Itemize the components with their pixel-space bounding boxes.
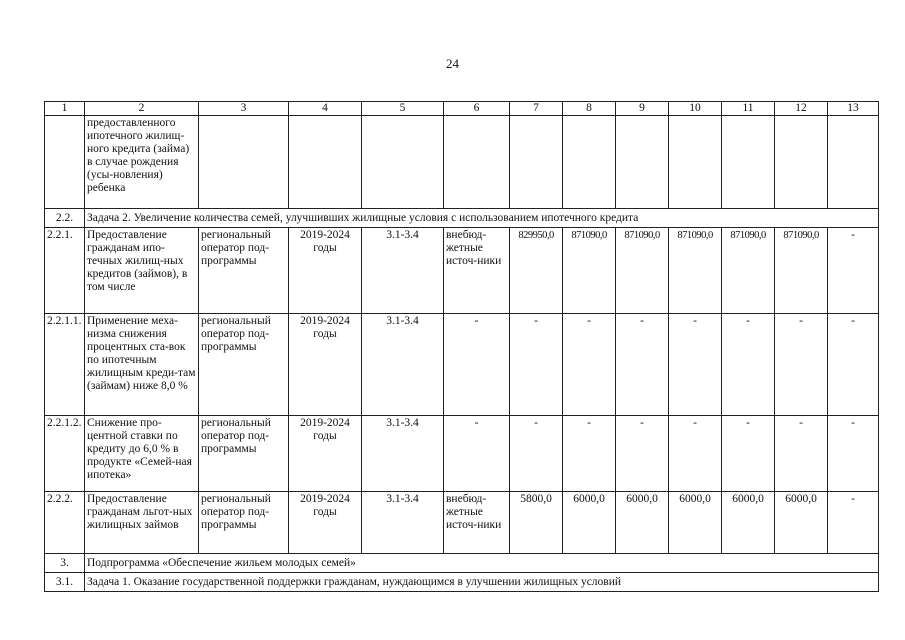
cell-value: 871090,0 [563, 228, 616, 314]
cell-number: 2.2.1. [45, 228, 85, 314]
cell-value: 6000,0 [669, 492, 722, 554]
cell-value: - [616, 314, 669, 416]
header-row [45, 102, 879, 116]
table-row [45, 228, 879, 314]
cell-value: 871090,0 [775, 228, 828, 314]
header-cell: 8 [563, 102, 616, 116]
cell-value: - [563, 314, 616, 416]
header-cell: 6 [444, 102, 510, 116]
header-cell: 3 [199, 102, 289, 116]
cell-value: - [828, 228, 879, 314]
cell-value: 871090,0 [722, 228, 775, 314]
header-cell: 7 [510, 102, 563, 116]
section-row [45, 554, 879, 573]
cell-executor: региональный оператор под-программы [199, 492, 289, 554]
cell-value: - [828, 416, 879, 492]
section-title: Задача 1. Оказание государственной поддержки гражданам, нуждающимся в улучшении жилищных условий [85, 573, 879, 592]
cell-executor: региональный оператор под-программы [199, 416, 289, 492]
cell-period: 2019-2024 годы [289, 492, 362, 554]
page-number: 24 [446, 56, 459, 71]
section-title: Подпрограмма «Обеспечение жильем молодых семей» [85, 554, 879, 573]
cell-indicators: 3.1-3.4 [362, 416, 444, 492]
cell-value: - [828, 492, 879, 554]
table-row [45, 492, 879, 554]
cell-name: Предоставление гражданам льгот-ных жилищных займов [85, 492, 199, 554]
cell-indicators: 3.1-3.4 [362, 492, 444, 554]
header-cell: 11 [722, 102, 775, 116]
section-number: 3. [45, 554, 85, 573]
cell-source: внебюд-жетные источ-ники [444, 492, 510, 554]
cell-value: 6000,0 [616, 492, 669, 554]
header-cell: 9 [616, 102, 669, 116]
cell-value: - [775, 416, 828, 492]
header-cell: 5 [362, 102, 444, 116]
cell-number: 2.2.2. [45, 492, 85, 554]
cell-number: 2.2.1.2. [45, 416, 85, 492]
cell-source: - [444, 416, 510, 492]
cell-indicators: 3.1-3.4 [362, 228, 444, 314]
cell-value: 6000,0 [563, 492, 616, 554]
section-number: 2.2. [45, 209, 85, 228]
cell-executor: региональный оператор под-программы [199, 314, 289, 416]
cell-value: 871090,0 [616, 228, 669, 314]
section-title: Задача 2. Увеличение количества семей, улучшивших жилищные условия с использованием ипотечного кредита [85, 209, 879, 228]
cell-value: 871090,0 [669, 228, 722, 314]
program-table [44, 101, 879, 592]
cell-value: - [828, 314, 879, 416]
cell-name: Применение меха-низма снижения процентных ста-вок по ипотечным жилищным креди-там (займам) ниже 8,0 % [85, 314, 199, 416]
header-cell: 13 [828, 102, 879, 116]
cell-name: Снижение про-центной ставки по кредиту до 6,0 % в продукте «Семей-ная ипотека» [85, 416, 199, 492]
cell-value: 829950,0 [510, 228, 563, 314]
cell-value: - [510, 416, 563, 492]
section-row [45, 573, 879, 592]
cell-value: 6000,0 [722, 492, 775, 554]
cell-name: Предоставление гражданам ипо-течных жилищ-ных кредитов (займов), в том числе [85, 228, 199, 314]
cell-value: 6000,0 [775, 492, 828, 554]
cell-value: - [775, 314, 828, 416]
cell-number [45, 116, 85, 209]
header-cell: 12 [775, 102, 828, 116]
table-row [45, 116, 879, 209]
cell-name: предоставленного ипотечного жилищ-ного кредита (займа) в случае рождения (усы-новления) ребенка [85, 116, 199, 209]
cell-value: - [616, 416, 669, 492]
cell-executor: региональный оператор под-программы [199, 228, 289, 314]
cell-period: 2019-2024 годы [289, 416, 362, 492]
header-cell: 10 [669, 102, 722, 116]
cell-value: - [669, 314, 722, 416]
cell-period: 2019-2024 годы [289, 228, 362, 314]
cell-indicators: 3.1-3.4 [362, 314, 444, 416]
cell-source: внебюд-жетные источ-ники [444, 228, 510, 314]
table-row [45, 416, 879, 492]
cell-value: - [563, 416, 616, 492]
cell-number: 2.2.1.1. [45, 314, 85, 416]
cell-period: 2019-2024 годы [289, 314, 362, 416]
cell-value: - [722, 314, 775, 416]
section-row [45, 209, 879, 228]
cell-source: - [444, 314, 510, 416]
cell-value: - [510, 314, 563, 416]
cell-value: 5800,0 [510, 492, 563, 554]
header-cell: 1 [45, 102, 85, 116]
header-cell: 4 [289, 102, 362, 116]
cell-value: - [722, 416, 775, 492]
section-number: 3.1. [45, 573, 85, 592]
header-cell: 2 [85, 102, 199, 116]
table-row [45, 314, 879, 416]
cell-value: - [669, 416, 722, 492]
